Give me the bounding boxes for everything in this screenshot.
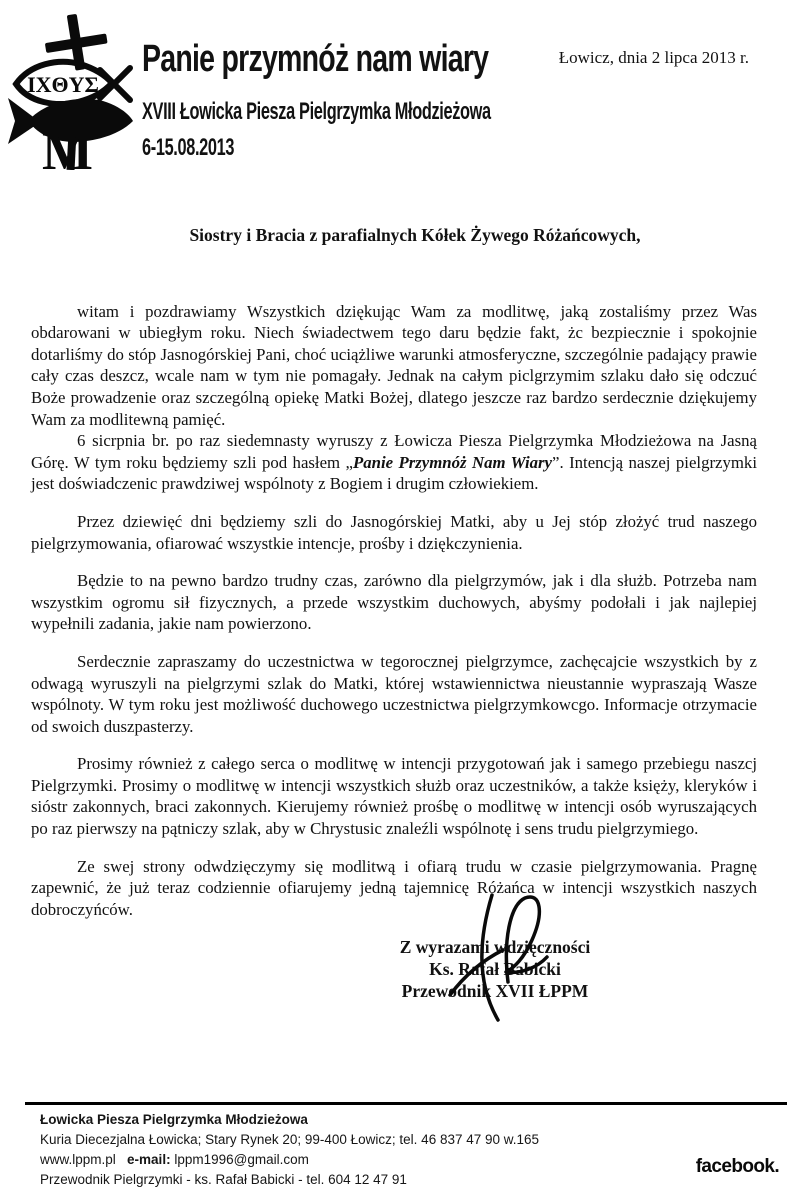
letter-body [31,225,757,920]
footer-email: lppm1996@gmail.com [174,1152,309,1167]
place-and-date-line: Łowicz, dnia 2 lipca 2013 r. [558,48,749,67]
handwritten-signature [425,880,575,1030]
letter-paragraph: Serdecznie zapraszamy do uczestnictwa w tegorocznej pielgrzymce, zachęcajcie wszystkich by z odwagą wyruszyli na pielgrzymi szlak do Matki, której wstawiennictwa nieustannie wypraszają Wasze wspólnoty. W tym roku jest możliwość duchowego uczestnictwa pielgrzymkowcgo. Informacje otrzymacie od swoich duszpasterzy. [31,651,757,736]
letter-paragraph: Będzie to na pewno bardzo trudny czas, zarówno dla pielgrzymów, jak i dla służb. Potrzeba nam wszystkim ogromu sił fizycznych, a przede wszystkim duchowych, abyśmy podołali i jak najlepiej wypełnili zadania, jakie nam powierzono. [31,571,757,634]
footer-organization: Łowicka Piesza Pielgrzymka Młodzieżowa [40,1112,308,1127]
signatory-title: Przewodnik XVII ŁPPM [401,981,589,1001]
footer-website: www.lppm.pl [40,1152,116,1167]
letter-paragraph: Ze swej strony odwdzięczymy się modlitwą i ofiarą trudu w czasie pielgrzymowania. Pragnę zapewnić, że już teraz codziennie ofiarujemy jedną tajemnicę Różańca w intencji wszystkich naszych dobroczyńców. [31,856,757,919]
signatory-name: Ks. Rafał Babicki [429,959,561,979]
fish-inscription: IXΘYΣ [27,72,99,97]
marian-monogram: M [42,121,93,170]
footer-web-email-line [40,1150,539,1170]
paragraph-text: 6 sicrpnia br. po raz siedemnasty wyruszy z Łowicza Piesza Pielgrzymka Młodzieżowa na Jasną Górę. W tym roku będziemy szli pod hasłem „ [31,431,757,472]
letter-paragraph: Prosimy również z całego serca o modlitwę w intencji przygotowań jak i samego przebiegu naszcj Pielgrzymki. Prosimy o modlitwę w intencji wszystkich służb oraz uczestników, a także księży, kleryków i sióstr zakonnych, braci zakonnych. Kierujemy również prośbę o modlitwę w intencji osób wyruszających po raz pierwszy na pątniczy szlak, aby w Chrystusic znaleźli wspólnotę i sens trudu pielgrzymiego. [31,754,757,839]
paragraph-text: ”. Intencją naszej pielgrzymki jest doświadczenic prawdziwej wspólnoty z Bogiem i drugim człowiekiem. [31,452,757,494]
letterhead-organization: XVIII Łowicka Piesza Pielgrzymka Młodzieżowa [142,98,491,125]
letter-paragraph: Przez dziewięć dni będziemy szli do Jasnogórskiej Matki, aby u Jej stóp złożyć trud naszego pielgrzymowania, ofiarować wszystkie intencje, prośby i dziękczynienia. [31,511,757,553]
signature-closing: Z wyrazami wdzięczności [399,937,591,957]
salutation: Siostry i Bracia z parafialnych Kółek Żywego Różańcowych, [189,225,641,245]
footer-address: Kuria Diecezjalna Łowicka; Stary Rynek 20; 99-400 Łowicz; tel. 46 837 47 90 w.165 [40,1132,540,1147]
footer-contact-line: Przewodnik Pielgrzymki - ks. Rafał Babicki - tel. 604 12 47 91 [40,1172,407,1187]
footer-contact-block [40,1110,539,1190]
letterhead-event-dates: 6-15.08.2013 [142,134,235,161]
footer-divider [25,1102,787,1105]
letter-paragraph: witam i pozdrawiamy Wszystkich dziękując Wam za modlitwę, jaką zostaliśmy przez Was obdarowani w ubiegłym roku. Niech świadectwem tego daru będzie fakt, żc bezpiecznie i spokojnie dotarliśmy do stóp Jasnogórskiej Pani, choć uciążliwe warunki atmosferyczne, szczególnie padający prawie cały czas deszcz, wcale nam w tym nie pomagały. Jednak na całym piclgrzymim szlaku dało się odczuć Boże prowadzenie oraz szczególną opiekę Matki Bożej, dlatego jeszcze raz bardzo serdecznie dziękujemy Wam za modlitewną pamięć. [31,301,757,429]
letter-paragraph [31,430,757,495]
letterhead-motto: Panie przymnóż nam wiary [142,38,489,80]
pilgrimage-motto-quote: Panie Przymnóż Nam Wiary [352,452,552,472]
facebook-logo: facebook. [695,1156,779,1177]
ichthys-logo [6,12,140,170]
footer-email-label: e-mail: [127,1152,171,1167]
